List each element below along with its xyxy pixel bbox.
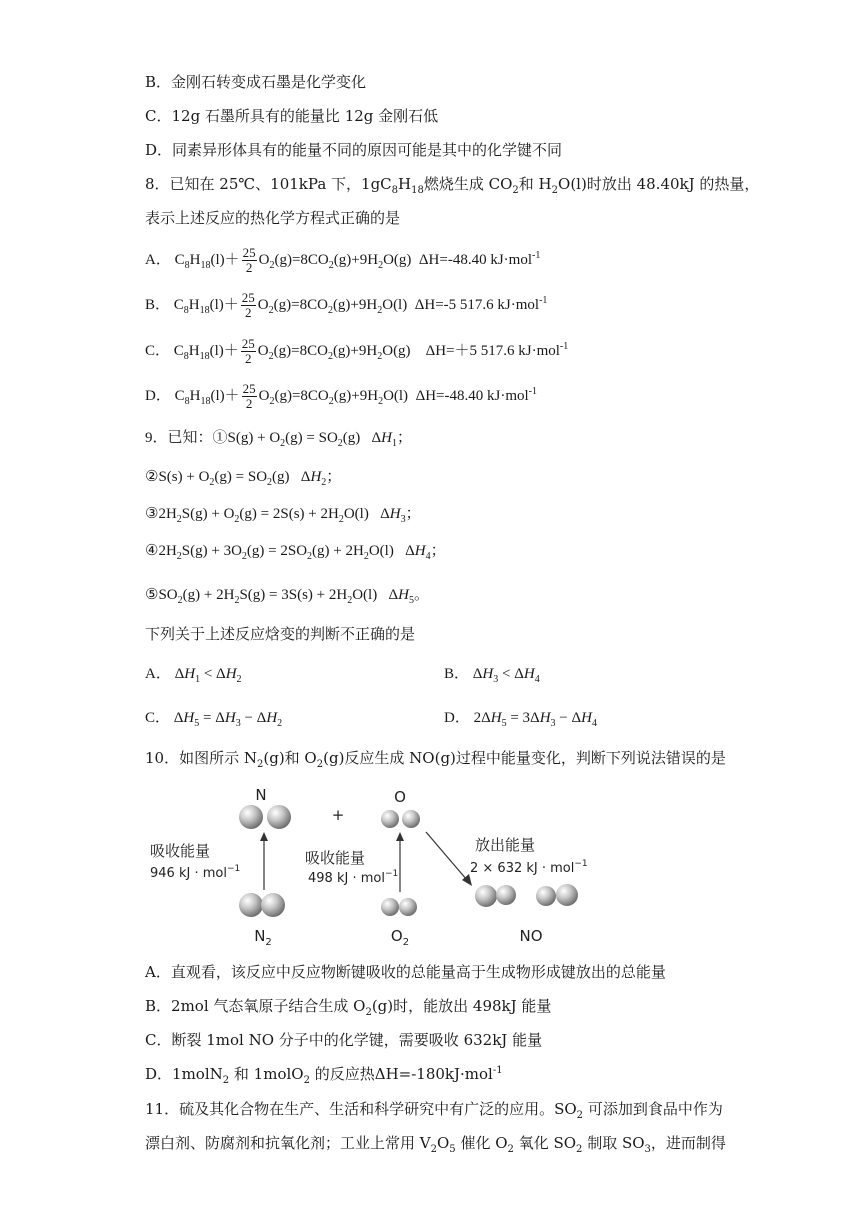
q10-option-b: B．2mol 气态氧原子结合生成 $O_2(g)$时，能放出 498kJ 能量 bbox=[145, 997, 552, 1018]
release-label: 放出能量 bbox=[475, 836, 536, 854]
q8-stem-line2: 表示上述反应的热化学方程式正确的是 bbox=[145, 209, 401, 227]
o2-atom-right bbox=[399, 898, 417, 916]
q10-stem: 10．如图所示 $N_2(g)$和 $O_2(g)$反应生成 NO(g)过程中能量变化，判断下列说法错误的是 bbox=[145, 749, 726, 770]
label-n-atom: N bbox=[255, 786, 267, 804]
n2-atom-right bbox=[261, 893, 285, 917]
no1-atom-left bbox=[475, 885, 497, 907]
q8-stem-line1: 8．已知在 25℃、101kPa 下，$1gC_8H_{18}$燃烧生成 $CO_2$和 $H_2O(l)$时放出 48.40kJ 的热量， bbox=[145, 175, 760, 196]
o-atom-top-left bbox=[381, 810, 399, 828]
q11-line2: 漂白剂、防腐剂和抗氧化剂；工业上常用 $V_2O_5$ 催化 $O_2$ 氧化 $SO_2$ 制取 $SO_3$，进而制得 bbox=[145, 1134, 726, 1155]
q10-option-a: A．直观看，该反应中反应物断键吸收的总能量高于生成物形成键放出的总能量 bbox=[145, 963, 666, 981]
q9-option-d: D． $2\Delta H_5 = 3\Delta H_3 - \Delta H_4$ bbox=[444, 710, 597, 729]
n2-atom-left bbox=[239, 893, 263, 917]
arrow-n-up-icon bbox=[260, 832, 268, 841]
release-value: 2 × 632 kJ · mol$^{-1}$ bbox=[470, 859, 588, 876]
q9-option-b: B． $\Delta H_3 < \Delta H_4$ bbox=[444, 666, 540, 685]
q9-reaction-2: ②S(s) + $O_2(g) = SO_2(g)$ $\Delta H_2$； bbox=[145, 469, 342, 488]
q8-option-a: A． $C_8H_{18}(l)+$ $\frac{25}{2}$ $O_2(g)=8CO_2(g)+9H_2O(g)$ ΔH=-48.40 kJ·mol$^{-1}$ bbox=[145, 245, 541, 275]
q11-line1: 11．硫及其化合物在生产、生活和科学研究中有广泛的应用。$SO_2$ 可添加到食品中作为 bbox=[145, 1100, 723, 1121]
q8-option-b: B． $C_8H_{18}(l)+$ $\frac{25}{2}$ $O_2(g)=8CO_2(g)+9H_2O(l)$ ΔH=-5 517.6 kJ·mol$^{-1}$ bbox=[145, 290, 548, 320]
label-o-atom: O bbox=[394, 788, 406, 806]
label-no: NO bbox=[519, 927, 543, 945]
n-atom-top-right bbox=[267, 805, 291, 829]
q7-option-d: D．同素异形体具有的能量不同的原因可能是其中的化学键不同 bbox=[145, 141, 563, 159]
label-plus: + bbox=[331, 806, 345, 824]
q9-reaction-3: $③2H_2S(g) + O_2(g) = 2S(s) + 2H_2O(l)$ $\Delta H_3$； bbox=[145, 506, 421, 525]
o-atom-top-right bbox=[402, 810, 420, 828]
no2-atom-right bbox=[556, 884, 578, 906]
q9-reaction-1: 9．已知：①S(g) + $O_2(g) = SO_2(g)$ $\Delta H_1$； bbox=[145, 430, 413, 449]
arrow-o-up-icon bbox=[396, 832, 404, 841]
q9-option-a: A． $\Delta H_1 < \Delta H_2$ bbox=[145, 666, 242, 685]
label-o2: $O_2$ bbox=[390, 927, 410, 948]
label-n2: $N_2$ bbox=[254, 927, 272, 948]
energy-diagram bbox=[140, 780, 600, 950]
q10-option-c: C．断裂 1mol NO 分子中的化学键，需要吸收 632kJ 能量 bbox=[145, 1031, 543, 1049]
q9-reaction-5: $⑤SO_2(g) + 2H_2S(g) = 3S(s) + 2H_2O(l)$ $\Delta H_5$。 bbox=[145, 587, 429, 606]
no2-atom-left bbox=[536, 886, 556, 906]
absorb-label-2: 吸收能量 bbox=[305, 849, 366, 867]
q9-option-c: C． $\Delta H_5 = \Delta H_3 - \Delta H_2$ bbox=[145, 710, 283, 729]
q8-option-d: D． $C_8H_{18}(l)+$ $\frac{25}{2}$ $O_2(g)=8CO_2(g)+9H_2O(l)$ ΔH=-48.40 kJ·mol$^{-1}$ bbox=[145, 381, 538, 411]
q8-option-c: C． $C_8H_{18}(l)+$ $\frac{25}{2}$ $O_2(g)=8CO_2(g)+9H_2O(g)$ ΔH=＋5 517.6 kJ·mol$^{-1}$ bbox=[145, 336, 569, 366]
q7-option-b: B．金刚石转变成石墨是化学变化 bbox=[145, 73, 367, 91]
no1-atom-right bbox=[496, 885, 516, 905]
absorb-value-1: 946 kJ · mol$^{-1}$ bbox=[150, 864, 241, 881]
q10-option-d: D．1molN$_2$ 和 1molO$_2$ 的反应热ΔH=-180kJ·mol$^{-1}$ bbox=[145, 1065, 503, 1086]
q9-question: 下列关于上述反应焓变的判断不正确的是 bbox=[145, 625, 416, 643]
q9-reaction-4: $④2H_2S(g) + 3O_2(g) = 2SO_2(g) + 2H_2O(l)$ $\Delta H_4$； bbox=[145, 543, 446, 562]
absorb-label-1: 吸收能量 bbox=[150, 842, 211, 860]
q7-option-c: C．12g 石墨所具有的能量比 12g 金刚石低 bbox=[145, 107, 439, 125]
n-atom-top-left bbox=[239, 805, 263, 829]
o2-atom-left bbox=[381, 898, 399, 916]
absorb-value-2: 498 kJ · mol$^{-1}$ bbox=[308, 869, 399, 886]
